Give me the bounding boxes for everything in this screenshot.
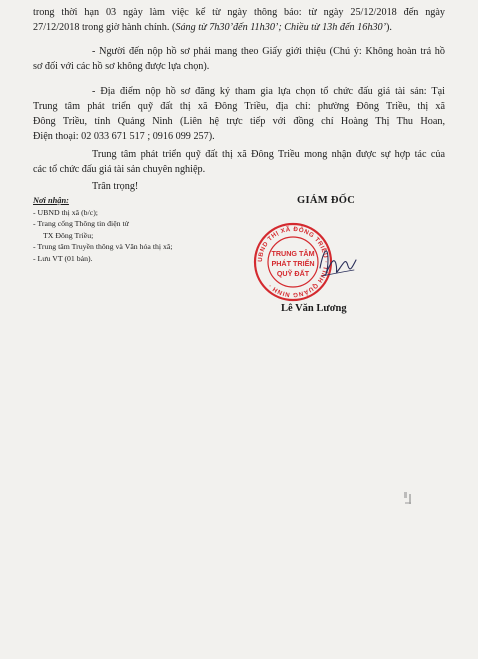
recipient-item: - Lưu VT (01 bản). [33,253,93,263]
location-line-1: - Địa điểm nộp hồ sơ đăng ký tham gia lựa chọn tổ chức đấu giá tài sản: Tại [92,86,445,97]
scan-mark-icon [402,490,416,512]
stamp-line-1: TRUNG TÂM [271,249,315,258]
recipient-item: - Trang cổng Thông tin điện tử [33,219,129,228]
recipients-heading: Nơi nhận: [33,196,69,205]
signer-name: Lê Văn Lương [281,303,347,314]
deadline-line-2 [33,20,392,36]
working-hours: Sáng từ 7h30’đến 11h30’; Chiều từ 13h đến 16h30’ [175,22,387,33]
closing-text: Trân trọng! [92,181,139,192]
intro-line-2: sơ đối với các hồ sơ không được lựa chọn). [33,61,210,72]
deadline-line-2-suffix: ). [386,22,392,33]
stamp-ring-text: UBND THỊ XÃ ĐÔNG TRIỀU · TỈNH QUẢNG NINH · [256,225,330,299]
location-line-3: Đông Triều, tỉnh Quảng Ninh (Liên hệ trực tiếp với đồng chí Hoàng Thị Thu Hoan, [33,116,445,127]
cooperation-line-2: các tổ chức đấu giá tài sản chuyên nghiệp. [33,164,206,175]
stamp-line-3: QUỸ ĐẤT [276,269,310,278]
recipient-item: - UBND thị xã (b/c); [33,207,98,217]
deadline-line-2-prefix: 27/12/2018 trong giờ hành chính. ( [33,22,176,33]
handwritten-signature [312,238,362,288]
location-line-2: Trung tâm phát triển quỹ đất thị xã Đông Triều, địa chỉ: phường Đông Triều, thị xã [33,101,445,112]
cooperation-line-1: Trung tâm phát triển quỹ đất thị xã Đông Triều mong nhận được sự hợp tác của [92,149,445,160]
intro-line-1: - Người đến nộp hồ sơ phải mang theo Giấy giới thiệu (Chú ý: Không hoàn trả hồ [92,46,445,57]
deadline-line-1: trong thời hạn 03 ngày làm việc kể từ ngày thông báo: từ ngày 25/12/2018 đến ngày [33,7,445,18]
recipient-item: TX Đông Triều; [43,230,94,240]
recipients-list [33,195,173,264]
recipient-item: - Trung tâm Truyền thông và Văn hóa thị xã; [33,242,173,251]
location-line-4: Điện thoại: 02 033 671 517 ; 0916 099 257). [33,131,215,142]
signature-title: GIÁM ĐỐC [297,195,356,206]
stamp-line-2: PHÁT TRIỂN [271,259,315,268]
